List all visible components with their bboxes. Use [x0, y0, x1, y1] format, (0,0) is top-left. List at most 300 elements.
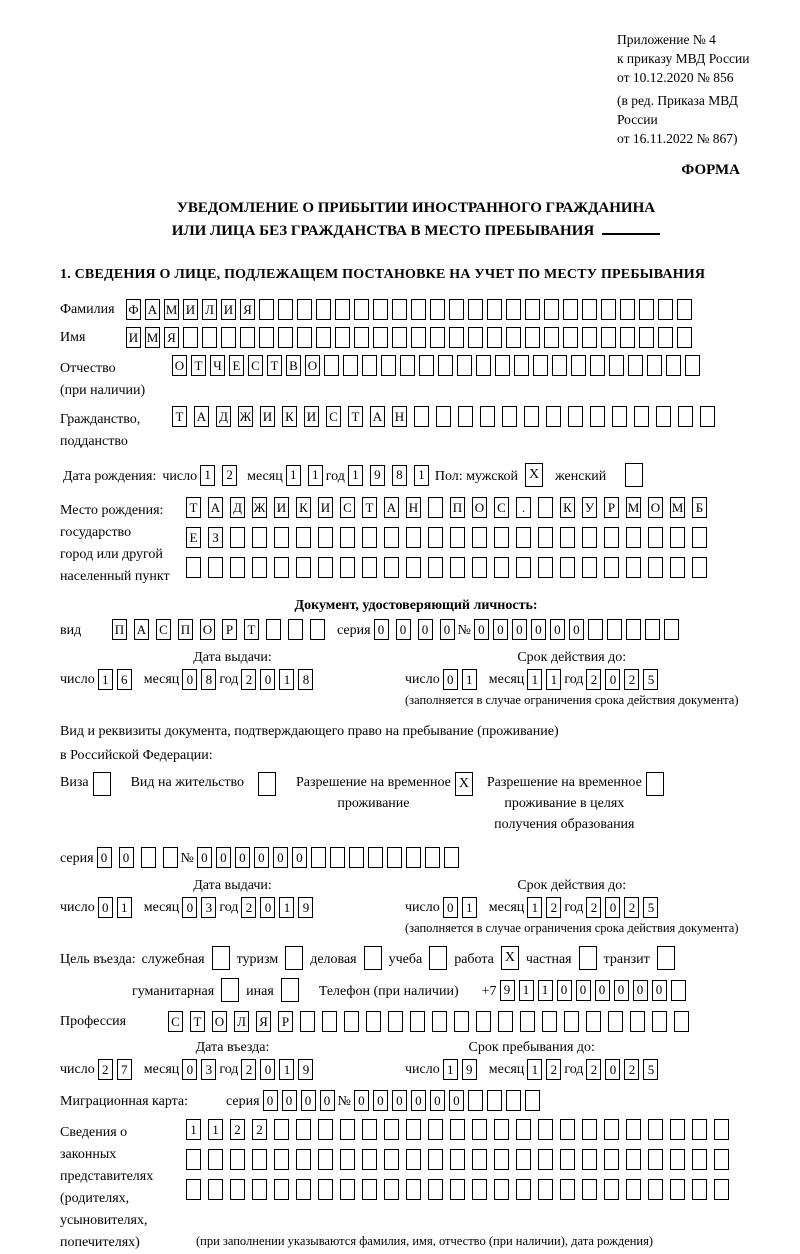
form-cell[interactable]: С — [494, 497, 509, 518]
form-cell[interactable]: Д — [216, 406, 231, 427]
form-cell[interactable] — [670, 1119, 685, 1140]
form-cell[interactable] — [316, 299, 331, 320]
form-cell[interactable] — [344, 1011, 359, 1032]
form-cell[interactable]: 0 — [512, 619, 527, 640]
form-cell[interactable]: Р — [222, 619, 237, 640]
form-cell[interactable] — [230, 1149, 245, 1170]
form-cell[interactable]: 2 — [624, 897, 639, 918]
form-cell[interactable]: 3 — [201, 897, 216, 918]
form-cell[interactable] — [449, 327, 464, 348]
form-cell[interactable] — [494, 1119, 509, 1140]
form-cell[interactable] — [692, 1119, 707, 1140]
form-cell[interactable]: 2 — [586, 897, 601, 918]
purpose-humanitarian-checkbox[interactable] — [221, 978, 239, 1002]
form-cell[interactable]: 1 — [527, 897, 542, 918]
form-cell[interactable]: 9 — [462, 1059, 477, 1080]
form-cell[interactable] — [582, 299, 597, 320]
form-cell[interactable] — [666, 355, 681, 376]
form-cell[interactable] — [354, 299, 369, 320]
form-cell[interactable] — [674, 1011, 689, 1032]
form-cell[interactable] — [406, 1179, 421, 1200]
form-cell[interactable] — [297, 299, 312, 320]
form-cell[interactable] — [296, 1179, 311, 1200]
form-cell[interactable] — [410, 1011, 425, 1032]
form-cell[interactable]: 0 — [443, 897, 458, 918]
form-cell[interactable] — [335, 327, 350, 348]
form-cell[interactable] — [487, 327, 502, 348]
form-cell[interactable] — [494, 1179, 509, 1200]
form-cell[interactable]: 0 — [418, 619, 433, 640]
form-cell[interactable]: 0 — [557, 980, 572, 1001]
form-cell[interactable]: 2 — [546, 1059, 561, 1080]
form-cell[interactable] — [590, 406, 605, 427]
form-cell[interactable] — [604, 557, 619, 578]
form-cell[interactable] — [449, 299, 464, 320]
form-cell[interactable]: 9 — [500, 980, 515, 1001]
form-cell[interactable]: 0 — [97, 847, 112, 868]
form-cell[interactable] — [259, 299, 274, 320]
form-cell[interactable]: М — [164, 299, 179, 320]
form-cell[interactable]: 0 — [235, 847, 250, 868]
form-cell[interactable]: И — [304, 406, 319, 427]
form-cell[interactable] — [626, 1179, 641, 1200]
form-cell[interactable] — [266, 619, 281, 640]
form-cell[interactable] — [582, 1119, 597, 1140]
form-cell[interactable] — [664, 619, 679, 640]
form-cell[interactable] — [340, 527, 355, 548]
form-cell[interactable]: Л — [202, 299, 217, 320]
form-cell[interactable] — [487, 299, 502, 320]
form-cell[interactable]: 0 — [493, 619, 508, 640]
form-cell[interactable] — [230, 527, 245, 548]
form-cell[interactable] — [571, 355, 586, 376]
form-cell[interactable]: 0 — [182, 669, 197, 690]
edu-residence-checkbox[interactable] — [646, 772, 664, 796]
form-cell[interactable]: И — [126, 327, 141, 348]
form-cell[interactable] — [252, 1149, 267, 1170]
form-cell[interactable] — [582, 557, 597, 578]
form-cell[interactable] — [516, 1119, 531, 1140]
form-cell[interactable] — [230, 557, 245, 578]
form-cell[interactable] — [628, 355, 643, 376]
form-cell[interactable] — [436, 406, 451, 427]
form-cell[interactable]: М — [670, 497, 685, 518]
form-cell[interactable] — [495, 355, 510, 376]
form-cell[interactable]: У — [582, 497, 597, 518]
form-cell[interactable]: 1 — [546, 669, 561, 690]
form-cell[interactable]: Р — [278, 1011, 293, 1032]
form-cell[interactable]: 0 — [440, 619, 455, 640]
form-cell[interactable]: 2 — [241, 1059, 256, 1080]
form-cell[interactable] — [362, 1179, 377, 1200]
form-cell[interactable] — [296, 557, 311, 578]
purpose-business-checkbox[interactable] — [364, 946, 382, 970]
purpose-tourism-checkbox[interactable] — [285, 946, 303, 970]
purpose-transit-checkbox[interactable] — [657, 946, 675, 970]
form-cell[interactable]: И — [318, 497, 333, 518]
form-cell[interactable] — [601, 299, 616, 320]
form-cell[interactable]: 0 — [260, 669, 275, 690]
form-cell[interactable] — [362, 527, 377, 548]
form-cell[interactable]: О — [172, 355, 187, 376]
form-cell[interactable] — [626, 1119, 641, 1140]
form-cell[interactable] — [425, 847, 440, 868]
form-cell[interactable]: Р — [604, 497, 619, 518]
form-cell[interactable] — [487, 1090, 502, 1111]
form-cell[interactable] — [670, 527, 685, 548]
form-cell[interactable]: 0 — [301, 1090, 316, 1111]
form-cell[interactable] — [538, 1179, 553, 1200]
form-cell[interactable] — [607, 619, 622, 640]
form-cell[interactable] — [538, 557, 553, 578]
form-cell[interactable]: 2 — [624, 1059, 639, 1080]
form-cell[interactable]: А — [194, 406, 209, 427]
form-cell[interactable] — [430, 299, 445, 320]
form-cell[interactable]: Ф — [126, 299, 141, 320]
form-cell[interactable] — [714, 1119, 729, 1140]
purpose-official-checkbox[interactable] — [212, 946, 230, 970]
form-cell[interactable] — [626, 1149, 641, 1170]
form-cell[interactable]: 1 — [527, 669, 542, 690]
form-cell[interactable] — [525, 299, 540, 320]
form-cell[interactable]: 1 — [527, 1059, 542, 1080]
form-cell[interactable] — [588, 619, 603, 640]
form-cell[interactable] — [274, 557, 289, 578]
form-cell[interactable] — [400, 355, 415, 376]
form-cell[interactable] — [318, 1179, 333, 1200]
form-cell[interactable] — [318, 527, 333, 548]
form-cell[interactable] — [634, 406, 649, 427]
form-cell[interactable]: Т — [191, 355, 206, 376]
purpose-work-checkbox[interactable]: X — [501, 946, 519, 970]
form-cell[interactable] — [670, 1149, 685, 1170]
form-cell[interactable]: Ж — [252, 497, 267, 518]
form-cell[interactable] — [563, 327, 578, 348]
form-cell[interactable] — [318, 1149, 333, 1170]
form-cell[interactable] — [252, 527, 267, 548]
form-cell[interactable] — [658, 327, 673, 348]
form-cell[interactable] — [700, 406, 715, 427]
form-cell[interactable]: И — [183, 299, 198, 320]
form-cell[interactable] — [648, 557, 663, 578]
form-cell[interactable]: 2 — [230, 1119, 245, 1140]
form-cell[interactable] — [384, 557, 399, 578]
form-cell[interactable] — [428, 1149, 443, 1170]
form-cell[interactable]: 0 — [474, 619, 489, 640]
form-cell[interactable]: З — [208, 527, 223, 548]
form-cell[interactable]: И — [260, 406, 275, 427]
form-cell[interactable] — [506, 327, 521, 348]
form-cell[interactable]: 0 — [182, 897, 197, 918]
form-cell[interactable] — [428, 1119, 443, 1140]
form-cell[interactable]: Л — [234, 1011, 249, 1032]
form-cell[interactable] — [354, 327, 369, 348]
form-cell[interactable] — [384, 1179, 399, 1200]
form-cell[interactable] — [608, 1011, 623, 1032]
form-cell[interactable] — [604, 1119, 619, 1140]
form-cell[interactable]: Т — [172, 406, 187, 427]
form-cell[interactable]: 0 — [98, 897, 113, 918]
form-cell[interactable]: Т — [244, 619, 259, 640]
form-cell[interactable] — [186, 1149, 201, 1170]
form-cell[interactable] — [498, 1011, 513, 1032]
form-cell[interactable] — [626, 619, 641, 640]
form-cell[interactable] — [506, 299, 521, 320]
form-cell[interactable]: С — [156, 619, 171, 640]
form-cell[interactable] — [692, 1149, 707, 1170]
form-cell[interactable] — [183, 327, 198, 348]
form-cell[interactable] — [494, 557, 509, 578]
form-cell[interactable] — [480, 406, 495, 427]
form-cell[interactable]: Н — [406, 497, 421, 518]
form-cell[interactable]: Б — [692, 497, 707, 518]
form-cell[interactable] — [444, 847, 459, 868]
form-cell[interactable] — [208, 1179, 223, 1200]
form-cell[interactable] — [406, 527, 421, 548]
form-cell[interactable] — [324, 355, 339, 376]
form-cell[interactable] — [457, 355, 472, 376]
form-cell[interactable]: 0 — [392, 1090, 407, 1111]
form-cell[interactable] — [406, 1149, 421, 1170]
form-cell[interactable] — [648, 1179, 663, 1200]
form-cell[interactable]: 1 — [279, 1059, 294, 1080]
form-cell[interactable]: 6 — [117, 669, 132, 690]
form-cell[interactable]: 1 — [308, 465, 323, 486]
form-cell[interactable]: С — [326, 406, 341, 427]
form-cell[interactable] — [538, 1149, 553, 1170]
form-cell[interactable]: 1 — [414, 465, 429, 486]
form-cell[interactable] — [381, 355, 396, 376]
form-cell[interactable] — [516, 1179, 531, 1200]
sex-male-checkbox[interactable]: X — [525, 463, 543, 487]
form-cell[interactable]: 0 — [282, 1090, 297, 1111]
form-cell[interactable] — [542, 1011, 557, 1032]
form-cell[interactable] — [626, 527, 641, 548]
form-cell[interactable] — [582, 1179, 597, 1200]
form-cell[interactable]: 1 — [279, 897, 294, 918]
form-cell[interactable]: 0 — [605, 897, 620, 918]
form-cell[interactable] — [318, 557, 333, 578]
form-cell[interactable] — [648, 1149, 663, 1170]
form-cell[interactable] — [141, 847, 156, 868]
form-cell[interactable] — [274, 527, 289, 548]
form-cell[interactable] — [620, 327, 635, 348]
form-cell[interactable]: 3 — [201, 1059, 216, 1080]
form-cell[interactable]: 2 — [98, 1059, 113, 1080]
form-cell[interactable]: 1 — [117, 897, 132, 918]
form-cell[interactable] — [609, 355, 624, 376]
form-cell[interactable] — [604, 1149, 619, 1170]
form-cell[interactable] — [560, 557, 575, 578]
form-cell[interactable] — [322, 1011, 337, 1032]
form-cell[interactable] — [362, 557, 377, 578]
form-cell[interactable]: 1 — [348, 465, 363, 486]
form-cell[interactable] — [525, 1090, 540, 1111]
form-cell[interactable]: Д — [230, 497, 245, 518]
form-cell[interactable]: Я — [164, 327, 179, 348]
purpose-study-checkbox[interactable] — [429, 946, 447, 970]
form-cell[interactable] — [516, 557, 531, 578]
form-cell[interactable] — [604, 1179, 619, 1200]
form-cell[interactable]: И — [274, 497, 289, 518]
form-cell[interactable]: 0 — [263, 1090, 278, 1111]
form-cell[interactable] — [392, 327, 407, 348]
form-cell[interactable]: Н — [392, 406, 407, 427]
form-cell[interactable] — [692, 1179, 707, 1200]
form-cell[interactable] — [387, 847, 402, 868]
form-cell[interactable] — [414, 406, 429, 427]
form-cell[interactable] — [278, 299, 293, 320]
form-cell[interactable]: А — [384, 497, 399, 518]
form-cell[interactable] — [330, 847, 345, 868]
form-cell[interactable] — [411, 299, 426, 320]
form-cell[interactable]: В — [286, 355, 301, 376]
form-cell[interactable] — [384, 527, 399, 548]
form-cell[interactable]: 0 — [550, 619, 565, 640]
form-cell[interactable]: Т — [267, 355, 282, 376]
form-cell[interactable]: 9 — [298, 1059, 313, 1080]
form-cell[interactable]: 0 — [260, 1059, 275, 1080]
form-cell[interactable] — [163, 847, 178, 868]
form-cell[interactable]: 1 — [462, 897, 477, 918]
form-cell[interactable] — [472, 1179, 487, 1200]
form-cell[interactable] — [612, 406, 627, 427]
form-cell[interactable]: 0 — [292, 847, 307, 868]
form-cell[interactable]: 9 — [298, 897, 313, 918]
form-cell[interactable] — [406, 1119, 421, 1140]
form-cell[interactable]: 0 — [197, 847, 212, 868]
form-cell[interactable] — [230, 1179, 245, 1200]
form-cell[interactable]: Я — [240, 299, 255, 320]
form-cell[interactable]: С — [168, 1011, 183, 1032]
form-cell[interactable] — [208, 1149, 223, 1170]
form-cell[interactable]: М — [145, 327, 160, 348]
form-cell[interactable] — [516, 527, 531, 548]
form-cell[interactable] — [582, 527, 597, 548]
form-cell[interactable] — [626, 557, 641, 578]
form-cell[interactable]: 2 — [252, 1119, 267, 1140]
form-cell[interactable]: 1 — [208, 1119, 223, 1140]
residence-permit-checkbox[interactable] — [258, 772, 276, 796]
form-cell[interactable]: 0 — [273, 847, 288, 868]
form-cell[interactable] — [538, 497, 553, 518]
form-cell[interactable] — [525, 327, 540, 348]
form-cell[interactable] — [450, 557, 465, 578]
form-cell[interactable]: 2 — [586, 669, 601, 690]
form-cell[interactable] — [362, 355, 377, 376]
form-cell[interactable] — [648, 1119, 663, 1140]
form-cell[interactable]: П — [450, 497, 465, 518]
form-cell[interactable] — [544, 327, 559, 348]
form-cell[interactable] — [274, 1149, 289, 1170]
form-cell[interactable]: 0 — [633, 980, 648, 1001]
form-cell[interactable] — [656, 406, 671, 427]
form-cell[interactable] — [428, 497, 443, 518]
form-cell[interactable] — [450, 527, 465, 548]
form-cell[interactable]: 5 — [643, 1059, 658, 1080]
form-cell[interactable] — [476, 355, 491, 376]
form-cell[interactable] — [692, 527, 707, 548]
form-cell[interactable]: С — [340, 497, 355, 518]
form-cell[interactable]: 0 — [430, 1090, 445, 1111]
form-cell[interactable]: М — [626, 497, 641, 518]
form-cell[interactable]: 0 — [119, 847, 134, 868]
form-cell[interactable]: 0 — [396, 619, 411, 640]
form-cell[interactable] — [639, 327, 654, 348]
form-cell[interactable] — [678, 406, 693, 427]
form-cell[interactable] — [419, 355, 434, 376]
purpose-other-checkbox[interactable] — [281, 978, 299, 1002]
form-cell[interactable] — [468, 1090, 483, 1111]
form-cell[interactable] — [288, 619, 303, 640]
form-cell[interactable]: 0 — [182, 1059, 197, 1080]
form-cell[interactable]: 0 — [605, 1059, 620, 1080]
form-cell[interactable]: 2 — [222, 465, 237, 486]
form-cell[interactable]: 2 — [241, 669, 256, 690]
form-cell[interactable] — [406, 557, 421, 578]
form-cell[interactable]: Т — [186, 497, 201, 518]
form-cell[interactable]: 0 — [216, 847, 231, 868]
form-cell[interactable] — [430, 327, 445, 348]
form-cell[interactable] — [186, 557, 201, 578]
form-cell[interactable]: Е — [229, 355, 244, 376]
form-cell[interactable] — [373, 299, 388, 320]
form-cell[interactable] — [544, 299, 559, 320]
form-cell[interactable] — [428, 527, 443, 548]
form-cell[interactable] — [221, 327, 236, 348]
form-cell[interactable] — [349, 847, 364, 868]
form-cell[interactable] — [692, 557, 707, 578]
form-cell[interactable]: А — [208, 497, 223, 518]
form-cell[interactable] — [685, 355, 700, 376]
form-cell[interactable] — [202, 327, 217, 348]
form-cell[interactable] — [296, 1149, 311, 1170]
form-cell[interactable] — [677, 299, 692, 320]
form-cell[interactable] — [428, 557, 443, 578]
form-cell[interactable] — [502, 406, 517, 427]
form-cell[interactable] — [677, 327, 692, 348]
form-cell[interactable] — [186, 1179, 201, 1200]
form-cell[interactable]: 0 — [652, 980, 667, 1001]
form-cell[interactable]: А — [134, 619, 149, 640]
form-cell[interactable] — [343, 355, 358, 376]
form-cell[interactable] — [362, 1119, 377, 1140]
form-cell[interactable] — [524, 406, 539, 427]
form-cell[interactable] — [450, 1149, 465, 1170]
form-cell[interactable]: . — [516, 497, 531, 518]
form-cell[interactable] — [468, 299, 483, 320]
form-cell[interactable] — [252, 557, 267, 578]
form-cell[interactable]: Я — [256, 1011, 271, 1032]
temp-residence-checkbox[interactable]: X — [455, 772, 473, 796]
form-cell[interactable] — [454, 1011, 469, 1032]
form-cell[interactable]: Т — [362, 497, 377, 518]
visa-checkbox[interactable] — [93, 772, 111, 796]
form-cell[interactable]: 0 — [374, 619, 389, 640]
form-cell[interactable]: 1 — [519, 980, 534, 1001]
form-cell[interactable] — [240, 327, 255, 348]
form-cell[interactable]: О — [648, 497, 663, 518]
form-cell[interactable] — [432, 1011, 447, 1032]
form-cell[interactable]: Т — [348, 406, 363, 427]
form-cell[interactable]: 0 — [443, 669, 458, 690]
form-cell[interactable] — [714, 1179, 729, 1200]
form-cell[interactable] — [671, 980, 686, 1001]
form-cell[interactable]: 0 — [531, 619, 546, 640]
form-cell[interactable]: А — [145, 299, 160, 320]
form-cell[interactable]: 1 — [538, 980, 553, 1001]
form-cell[interactable] — [506, 1090, 521, 1111]
